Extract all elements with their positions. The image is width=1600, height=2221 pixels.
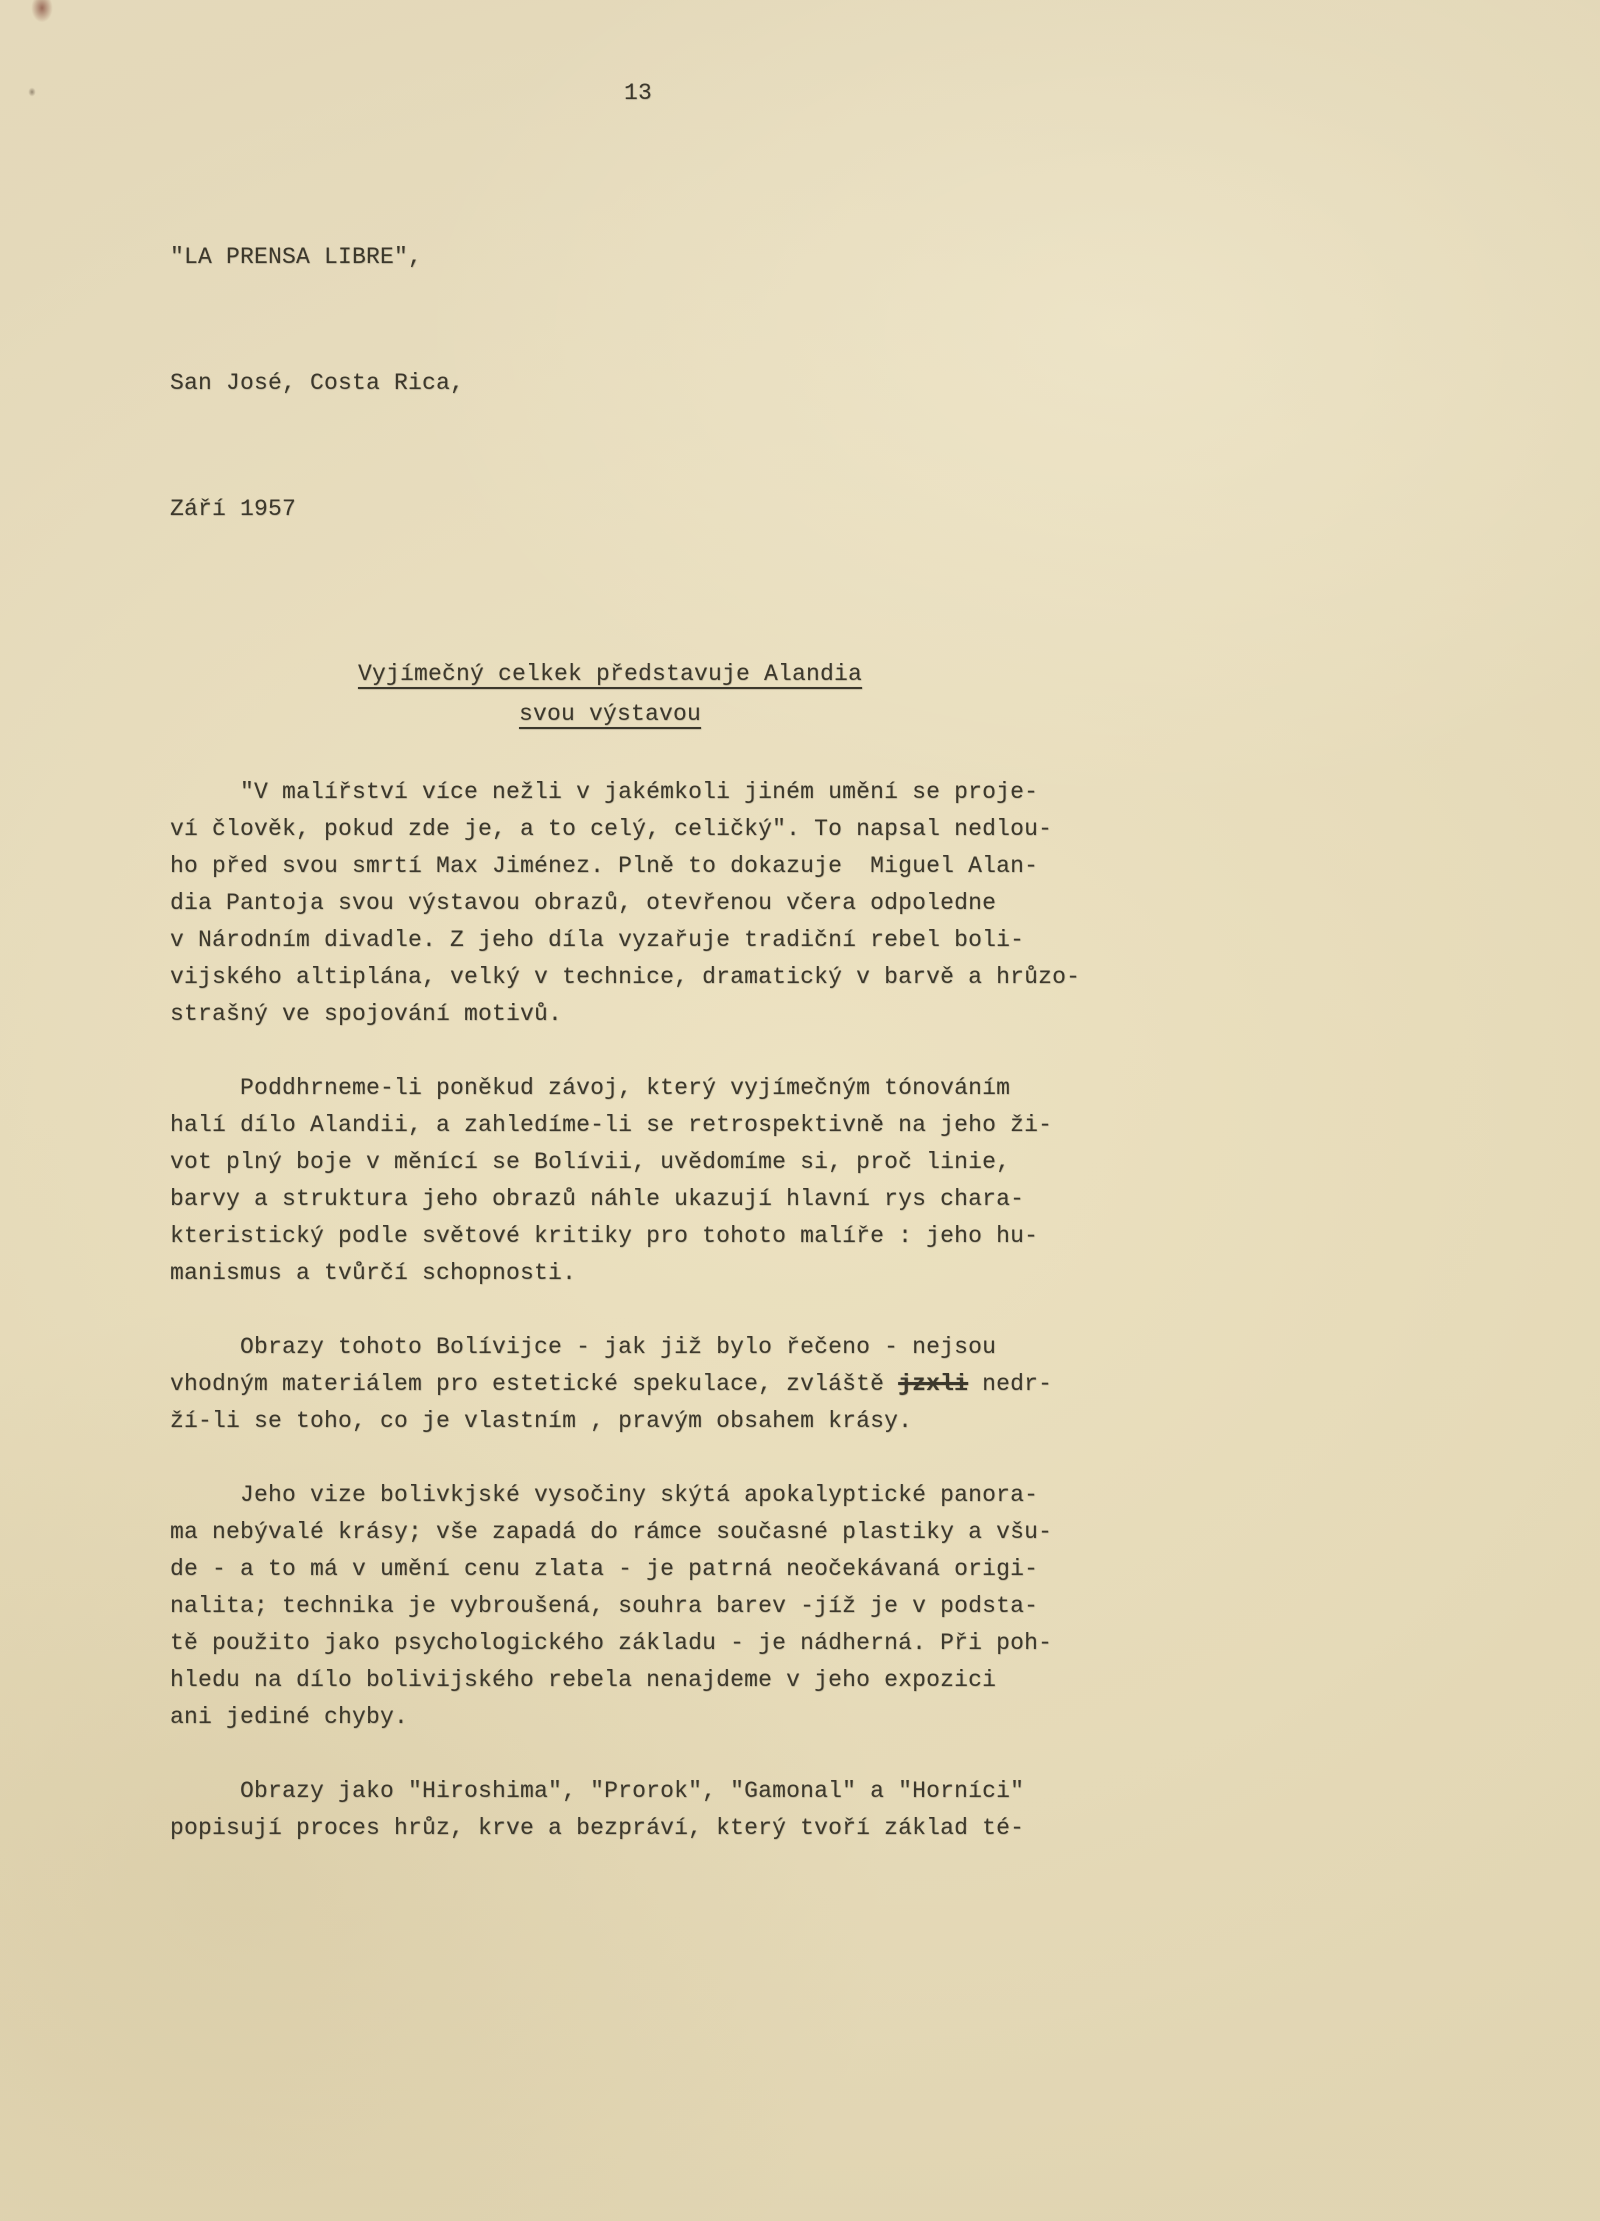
text-line: ani jediné chyby. (170, 1704, 409, 1730)
text-line: ví člověk, pokud zde je, a to celý, celičký". To napsal nedlou- (170, 816, 1053, 842)
article-title (170, 654, 1050, 734)
text-line: nalita; technika je vybroušená, souhra barev -jíž je v podsta- (170, 1593, 1039, 1619)
text-segment: nedr- (968, 1371, 1053, 1397)
text-line: Obrazy tohoto Bolívijce - jak již bylo řečeno - nejsou (170, 1334, 997, 1360)
source-header (170, 152, 1090, 614)
paragraph (170, 1070, 1090, 1292)
struck-typo-text: jzxli (898, 1371, 969, 1397)
text-line (170, 1366, 1090, 1403)
text-line: halí dílo Alandii, a zahledíme-li se retrospektivně na jeho ži- (170, 1112, 1053, 1138)
text-segment: vhodným materiálem pro estetické spekulace, zvláště (170, 1371, 899, 1397)
paragraph (170, 1477, 1090, 1736)
article-title-line2: svou výstavou (518, 701, 702, 727)
text-line: vot plný boje v měnící se Bolívii, uvědomíme si, proč linie, (170, 1149, 1011, 1175)
text-line: v Národním divadle. Z jeho díla vyzařuje tradiční rebel boli- (170, 927, 1025, 953)
text-line: vijského altiplána, velký v technice, dramatický v barvě a hrůzo- (170, 964, 1081, 990)
text-line: barvy a struktura jeho obrazů náhle ukazují hlavní rys chara- (170, 1186, 1025, 1212)
article-title-line1: Vyjímečný celkek představuje Alandia (357, 661, 863, 687)
article-body (170, 774, 1090, 1847)
scan-artifact (20, 0, 68, 112)
text-line: popisují proces hrůz, krve a bezpráví, který tvoří základ té- (170, 1815, 1025, 1841)
text-line: Poddhrneme-li poněkud závoj, který vyjímečným tónováním (170, 1075, 1011, 1101)
text-line: ma nebývalé krásy; vše zapadá do rámce současné plastiky a všu- (170, 1519, 1053, 1545)
text-line: strašný ve spojování motivů. (170, 1001, 563, 1027)
text-line: dia Pantoja svou výstavou obrazů, otevřenou včera odpoledne (170, 890, 997, 916)
text-line: manismus a tvůrčí schopnosti. (170, 1260, 577, 1286)
paragraph (170, 774, 1090, 1033)
publication-name: "LA PRENSA LIBRE", (170, 244, 423, 270)
publication-date: Září 1957 (170, 496, 297, 522)
text-line: Obrazy jako "Hiroshima", "Prorok", "Gamonal" a "Horníci" (170, 1778, 1025, 1804)
text-line: ho před svou smrtí Max Jiménez. Plně to dokazuje Miguel Alan- (170, 853, 1039, 879)
publication-location: San José, Costa Rica, (170, 370, 465, 396)
text-line: Jeho vize bolivkjské vysočiny skýtá apokalyptické panora- (170, 1482, 1039, 1508)
text-line: "V malířství více nežli v jakémkoli jiném umění se proje- (170, 779, 1039, 805)
paragraph (170, 1773, 1090, 1847)
text-line: kteristický podle světové kritiky pro tohoto malíře : jeho hu- (170, 1223, 1039, 1249)
text-line: hledu na dílo bolivijského rebela nenajdeme v jeho expozici (170, 1667, 997, 1693)
text-line: de - a to má v umění cenu zlata - je patrná neočekávaná origi- (170, 1556, 1039, 1582)
page-number: 13 (623, 80, 652, 106)
article-title-row (170, 654, 1050, 694)
text-line: ží-li se toho, co je vlastním , pravým obsahem krásy. (170, 1408, 913, 1434)
text-line: tě použito jako psychologického základu - je nádherná. Při poh- (170, 1630, 1053, 1656)
paragraph (170, 1329, 1090, 1440)
document-content (170, 0, 1090, 1884)
article-title-row (170, 694, 1050, 734)
